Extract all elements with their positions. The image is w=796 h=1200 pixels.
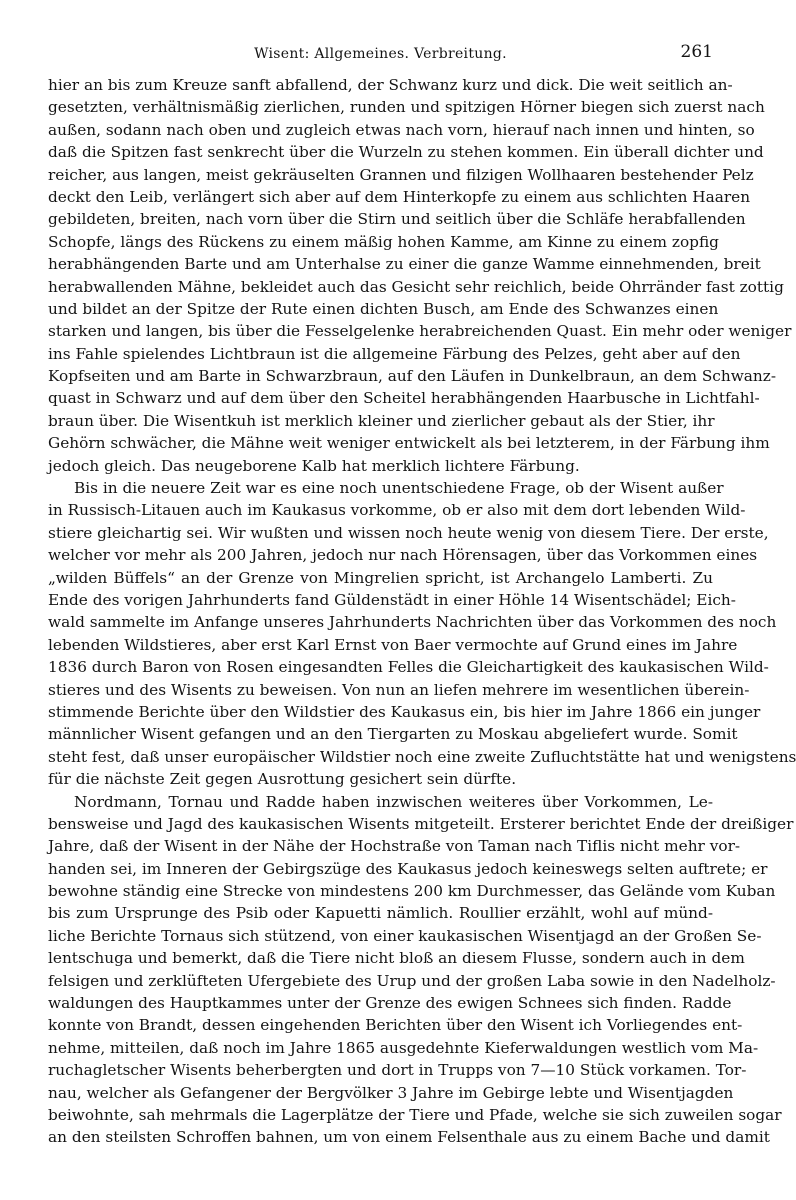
text-line: stimmende Berichte über den Wildstier des Kaukasus ein, bis hier im Jahre 1866 ein junger [48,702,761,721]
text-line: stiere gleichartig sei. Wir wußten und wissen noch heute wenig von diesem Tiere. Der erste, [48,523,769,542]
text-line: lentschuga und bemerkt, daß die Tiere nicht bloß an diesem Flusse, sondern auch in dem [48,949,745,968]
running-head [48,40,713,74]
text-line: ruchagletscher Wisents beherbergten und dort in Trupps von 7—10 Stück vorkamen. Tor- [48,1061,747,1080]
text-line: herabhängenden Barte und am Unterhalse zu einer die ganze Wamme einnehmenden, breit [48,255,761,274]
text-line: steht fest, daß unser europäischer Wildstier noch eine zweite Zufluchtstätte hat und wenigstens [48,747,796,766]
text-line: waldungen des Hauptkammes unter der Grenze des ewigen Schnees sich finden. Radde [48,994,732,1013]
text-line: bis zum Ursprunge des Psib oder Kapuetti nämlich. Roullier erzählt, wohl auf münd- [48,904,713,923]
text-line: gebildeten, breiten, nach vorn über die Stirn und seitlich über die Schläfe herabfallenden [48,210,746,229]
text-line: beiwohnte, sah mehrmals die Lagerplätze der Tiere und Pfade, welche sie sich zuweilen sogar [48,1105,782,1124]
text-line: quast in Schwarz und auf dem über den Scheitel herabhängenden Haarbusche in Lichtfahl- [48,389,760,408]
text-line: deckt den Leib, verlängert sich aber auf dem Hinterkopfe zu einem aus schlichten Haaren [48,187,751,206]
text-line: nau, welcher als Gefangener der Bergvölker 3 Jahre im Gebirge lebte und Wisentjagden [48,1083,734,1102]
paragraph [48,74,792,477]
text-line: jedoch gleich. Das neugeborene Kalb hat merklich lichtere Färbung. [48,456,580,475]
text-line: wald sammelte im Anfange unseres Jahrhunderts Nachrichten über das Vorkommen des noch [48,613,777,632]
text-line: starken und langen, bis über die Fesselgelenke herabreichenden Quast. Ein mehr oder weniger [48,322,792,341]
text-line: außen, sodann nach oben und zugleich etwas nach vorn, hierauf nach innen und hinten, so [48,120,755,139]
text-line: bewohne ständig eine Strecke von mindestens 200 km Durchmesser, das Gelände vom Kuban [48,882,776,901]
text-line: Schopfe, längs des Rückens zu einem mäßig hohen Kamme, am Kinne zu einem zopfig [48,232,719,251]
text-line: felsigen und zerklüfteten Ufergebiete des Urup und der großen Laba sowie in den Nadelholz- [48,971,776,990]
text-line: braun über. Die Wisentkuh ist merklich kleiner und zierlicher gebaut als der Stier, ihr [48,411,715,430]
text-line: „wilden Büffels“ an der Grenze von Mingrelien spricht, ist Archangelo Lamberti. Zu [48,568,713,587]
text-line: ins Fahle spielendes Lichtbraun ist die allgemeine Färbung des Pelzes, geht aber auf den [48,344,741,363]
text-line: herabwallenden Mähne, bekleidet auch das Gesicht sehr reichlich, beide Ohrränder fast zottig [48,277,784,296]
text-line: bensweise und Jagd des kaukasischen Wisents mitgeteilt. Ersterer berichtet Ende der dreißiger [48,814,794,833]
body-text [48,74,796,1149]
text-line: handen sei, im Inneren der Gebirgszüge des Kaukasus jedoch keineswegs selten auftrete; er [48,859,768,878]
text-line: und bildet an der Spitze der Rute einen dichten Busch, am Ende des Schwanzes einen [48,299,719,318]
text-line: Ende des vorigen Jahrhunderts fand Güldenstädt in einer Höhle 14 Wisentschädel; Eich- [48,590,736,609]
page-number: 261 [680,42,713,62]
paragraph [48,477,796,790]
text-line: reicher, aus langen, meist gekräuselten Grannen und filzigen Wollhaaren bestehender Pelz [48,165,754,184]
text-line: lebenden Wildstieres, aber erst Karl Ernst von Baer vermochte auf Grund eines im Jahre [48,635,738,654]
page [48,40,796,1149]
running-title: Wisent: Allgemeines. Verbreitung. [254,46,507,62]
text-line: Gehörn schwächer, die Mähne weit weniger entwickelt als bei letzterem, in der Färbung ihm [48,434,770,453]
text-line: an den steilsten Schroffen bahnen, um von einem Felsenthale aus zu einem Bache und damit [48,1128,770,1147]
text-line: daß die Spitzen fast senkrecht über die Wurzeln zu stehen kommen. Ein überall dichter und [48,143,764,162]
text-line: welcher vor mehr als 200 Jahren, jedoch nur nach Hörensagen, über das Vorkommen eines [48,546,758,565]
text-line: gesetzten, verhältnismäßig zierlichen, runden und spitzigen Hörner biegen sich zuerst nach [48,98,765,117]
text-line: Kopfseiten und am Barte in Schwarzbraun, auf den Läufen in Dunkelbraun, an dem Schwanz- [48,367,777,386]
text-line: 1836 durch Baron von Rosen eingesandten Felles die Gleichartigkeit des kaukasischen Wild- [48,658,769,677]
text-line: Nordmann, Tornau und Radde haben inzwischen weiteres über Vorkommen, Le- [74,792,713,811]
text-line: Jahre, daß der Wisent in der Nähe der Hochstraße von Taman nach Tiflis nicht mehr vor- [48,837,741,856]
paragraph [48,791,794,1149]
text-line: männlicher Wisent gefangen und an den Tiergarten zu Moskau abgeliefert wurde. Somit [48,725,738,744]
text-line: konnte von Brandt, dessen eingehenden Berichten über den Wisent ich Vorliegendes ent- [48,1016,743,1035]
text-line: in Russisch-Litauen auch im Kaukasus vorkomme, ob er also mit dem dort lebenden Wild- [48,501,746,520]
text-line: stieres und des Wisents zu beweisen. Von nun an liefen mehrere im wesentlichen überein- [48,680,750,699]
text-line: liche Berichte Tornaus sich stützend, von einer kaukasischen Wisentjagd an der Großen Se- [48,926,762,945]
text-line: Bis in die neuere Zeit war es eine noch unentschiedene Frage, ob der Wisent außer [74,479,724,498]
text-line: nehme, mitteilen, daß noch im Jahre 1865 ausgedehnte Kieferwaldungen westlich vom Ma- [48,1038,759,1057]
text-line: hier an bis zum Kreuze sanft abfallend, der Schwanz kurz und dick. Die weit seitlich an- [48,76,733,94]
text-line: für die nächste Zeit gegen Ausrottung gesichert sein dürfte. [48,770,517,789]
